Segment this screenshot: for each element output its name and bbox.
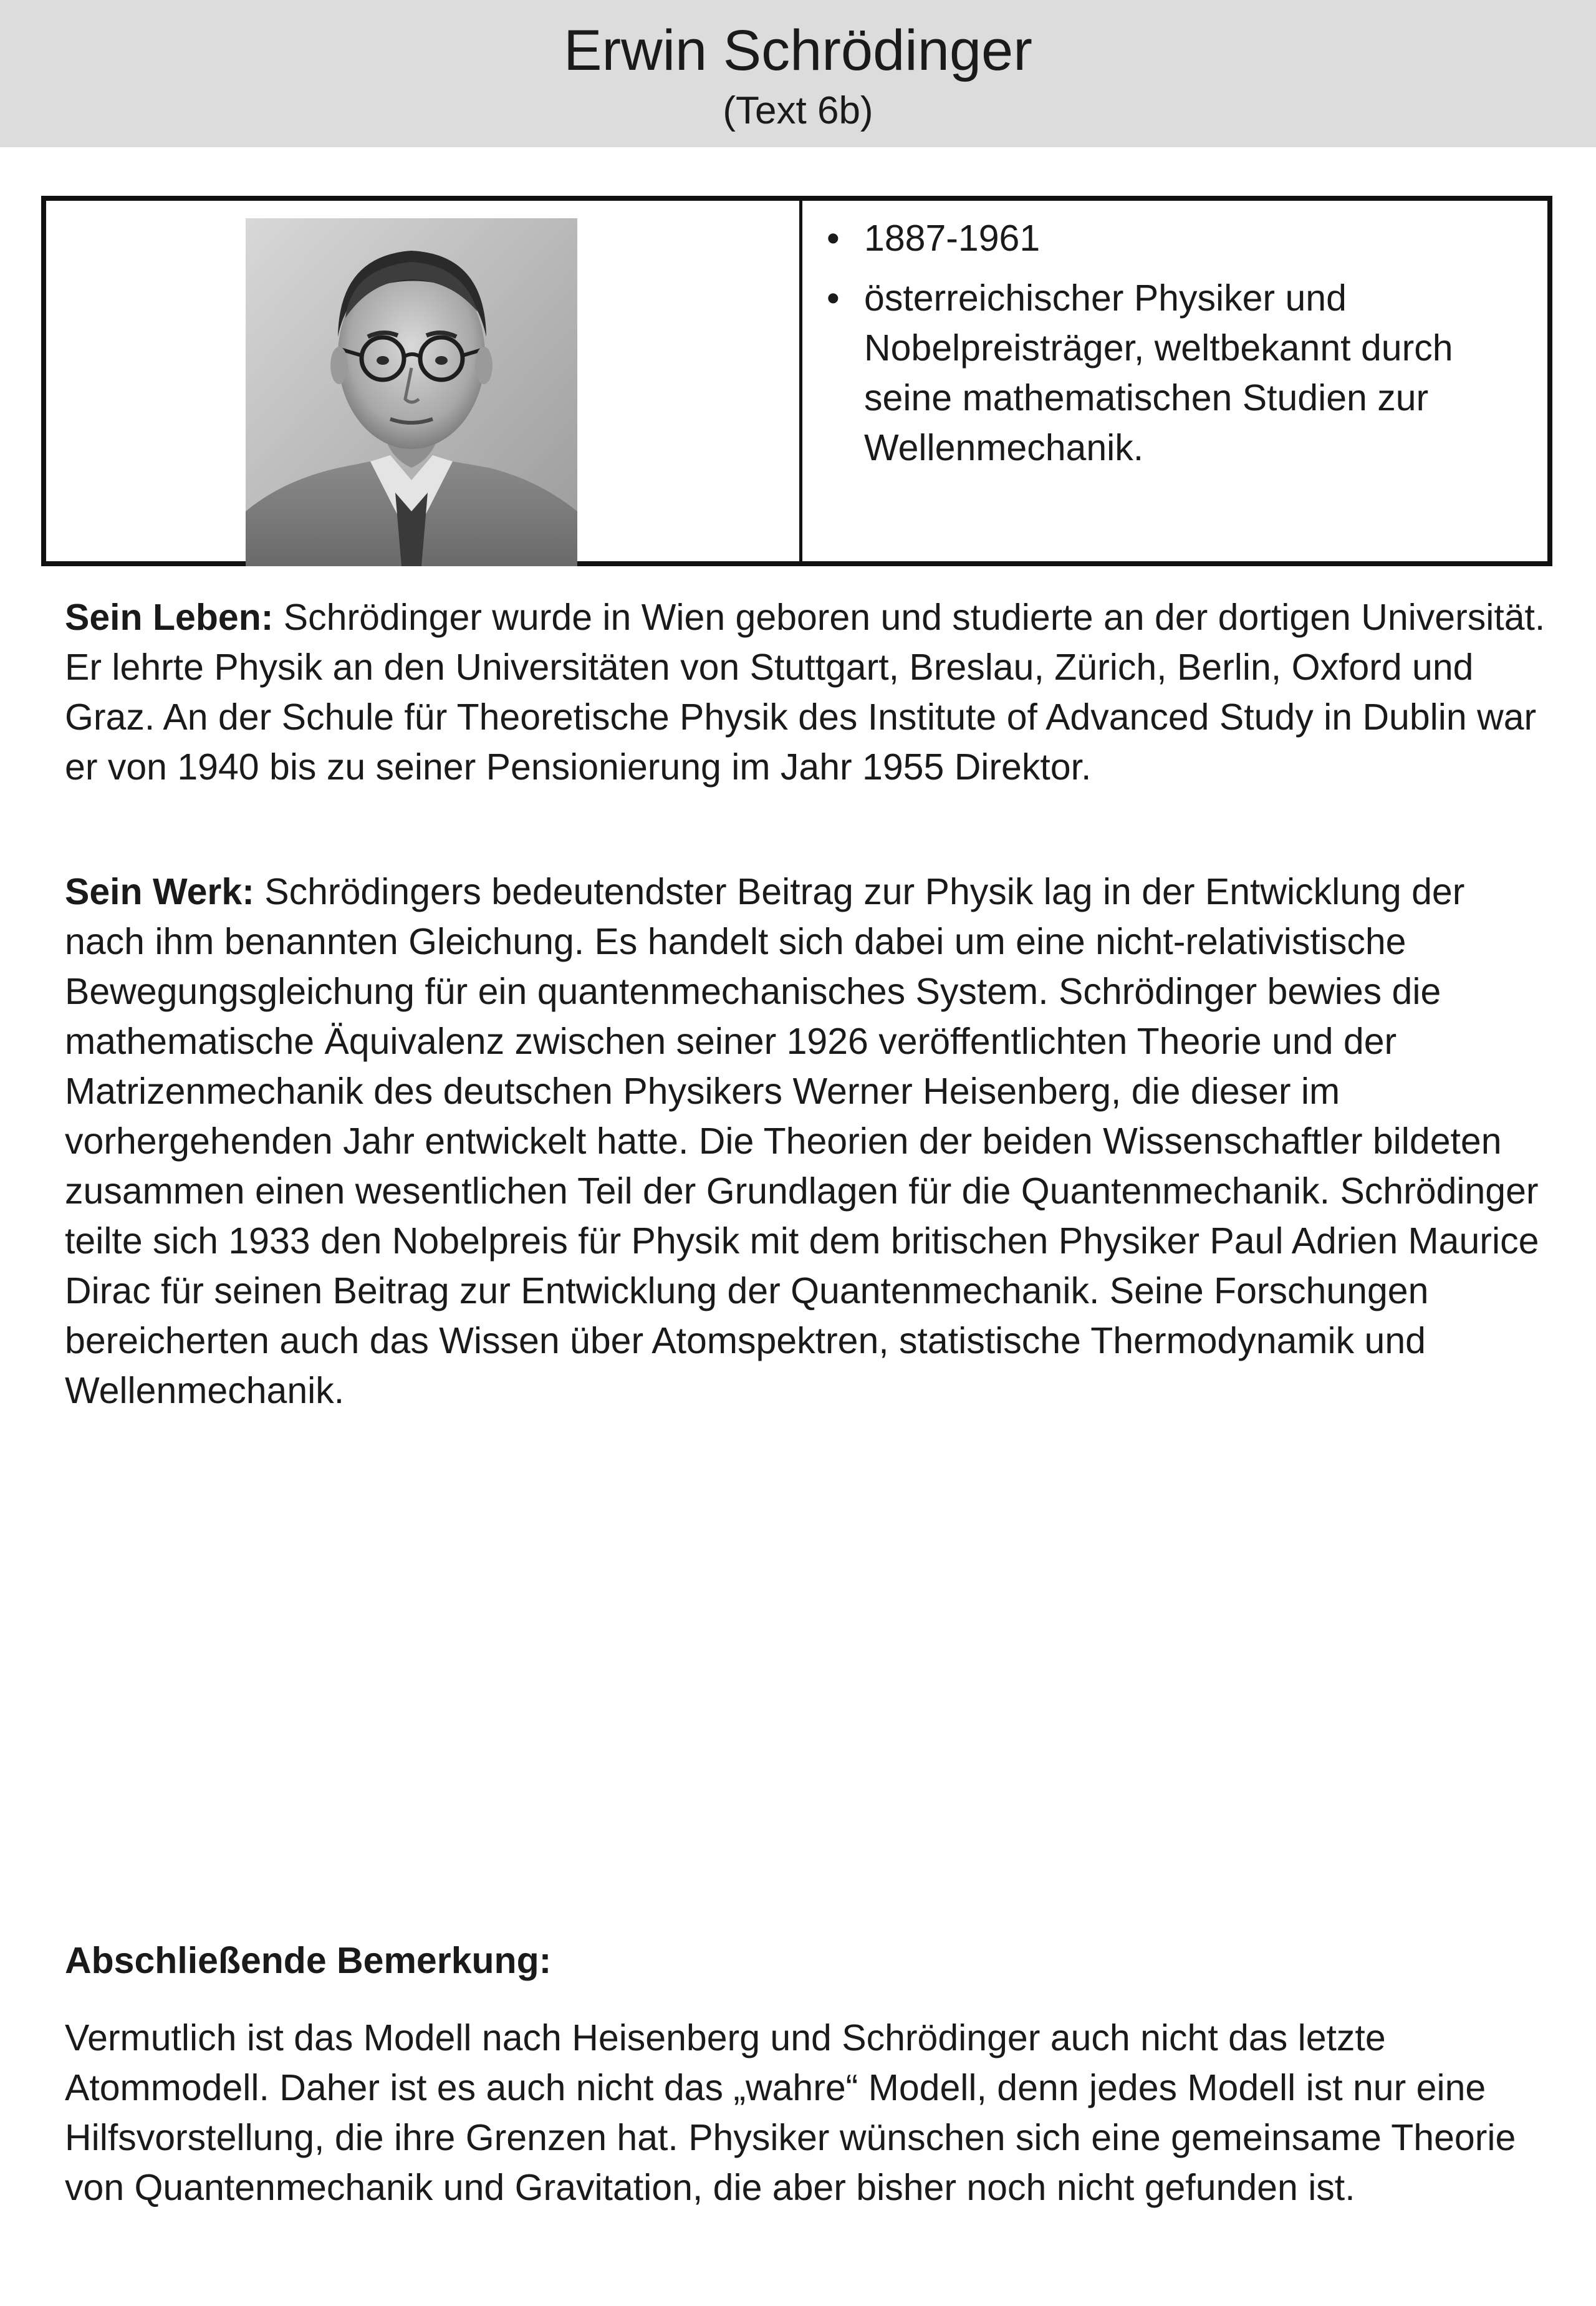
section-bemerkung-text: Vermutlich ist das Modell nach Heisenberg und Schrödinger auch nicht das letzte Atommodell. Daher ist es auch nicht das „wahre“ Modell, denn jedes Modell ist nur eine Hilfsvorstellung, die ihre Grenzen hat. Physiker wünschen sich eine gemeinsame Theorie von Quantenmechanik und Gravitation, die aber bisher noch nicht gefunden ist.: [65, 2017, 1516, 2208]
page-header: [0, 0, 1596, 147]
section-leben-text: Schrödinger wurde in Wien geboren und studierte an der dortigen Universität. Er lehrte Physik an den Universitäten von Stuttgart, Breslau, Zürich, Berlin, Oxford und Graz. An der Schule für Theoretische Physik des Institute of Advanced Study in Dublin war er von 1940 bis zu seiner Pensionierung im Jahr 1955 Direktor.: [65, 597, 1546, 788]
page-subtitle: (Text 6b): [723, 89, 873, 132]
section-werk-text: Schrödingers bedeutendster Beitrag zur Physik lag in der Entwicklung der nach ihm benannten Gleichung. Es handelt sich dabei um eine nicht-relativistische Bewegungsgleichung für ein quantenmechanisches System. Schrödinger bewies die mathematische Äquivalenz zwischen seiner 1926 veröffentlichten Theorie und der Matrizenmechanik des deutschen Physikers Werner Heisenberg, die dieser im vorhergehenden Jahr entwickelt hatte. Die Theorien der beiden Wissenschaftler bildeten zusammen einen wesentlichen Teil der Grundlagen für die Quantenmechanik. Schrödinger teilte sich 1933 den Nobelpreis für Physik mit dem britischen Physiker Paul Adrien Maurice Dirac für seinen Beitrag zur Entwicklung der Quantenmechanik. Seine Forschungen bereicherten auch das Wissen über Atomspektren, statistische Thermodynamik und Wellenmechanik.: [65, 871, 1539, 1411]
portrait-photo: [246, 218, 577, 566]
fact-description: • österreichischer Physiker und Nobelpreisträger, weltbekannt durch seine mathematischen Studien zur Wellenmechanik.: [823, 273, 1534, 473]
profile-box: [41, 196, 1552, 566]
portrait-icon: [246, 218, 577, 566]
column-divider: [799, 201, 802, 561]
section-werk: [65, 867, 1549, 1416]
fact-lifespan: • 1887-1961: [823, 213, 1534, 263]
section-bemerkung-heading: Abschließende Bemerkung:: [65, 1940, 552, 1981]
section-leben: [65, 592, 1549, 792]
section-werk-heading: Sein Werk:: [65, 871, 254, 912]
facts-list: [823, 213, 1534, 483]
page-title: Erwin Schrödinger: [564, 19, 1032, 82]
section-leben-heading: Sein Leben:: [65, 597, 274, 638]
